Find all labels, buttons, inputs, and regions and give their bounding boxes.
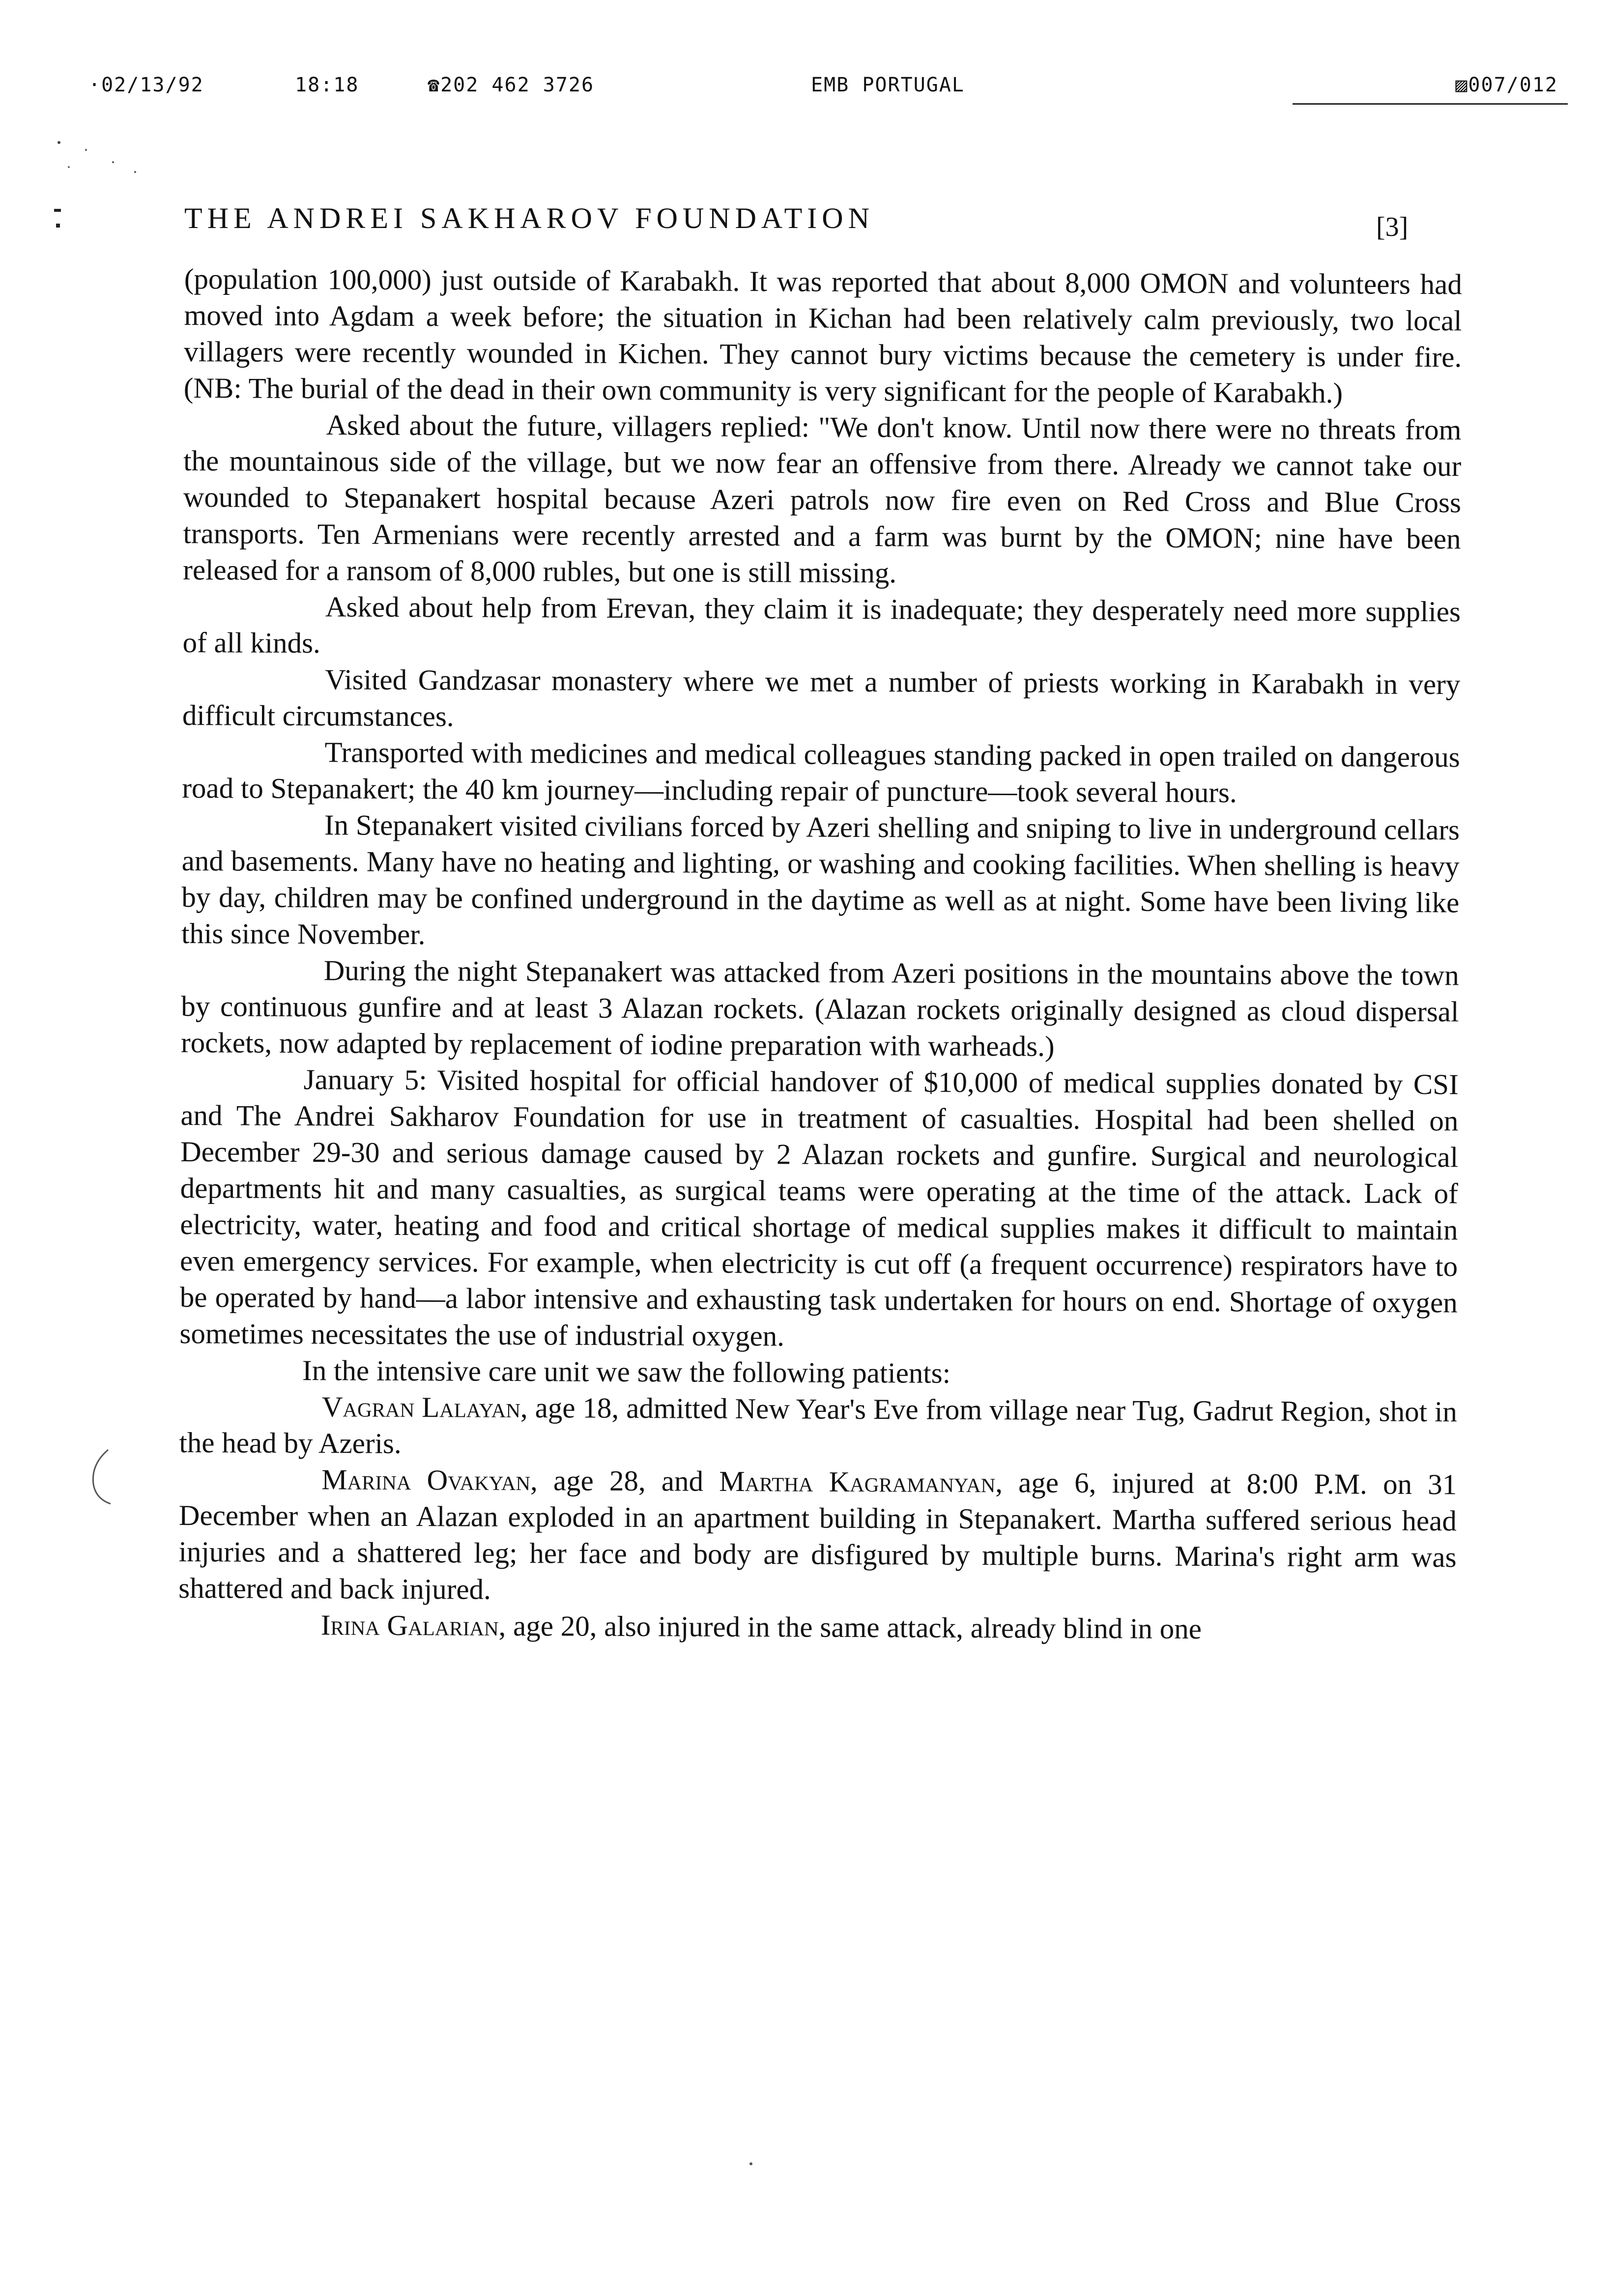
scan-specks [39,128,167,246]
paragraph: Asked about help from Erevan, they claim it is inadequate; they desperately need more supplies of all kinds. [182,590,1461,660]
fax-transmission-header [74,74,1563,103]
fax-header-rule [1293,103,1568,105]
paragraph: Asked about the future, villagers replied: "We don't know. Until now there were no threats from the mountainous side of the village, but we now fear an offensive from there. Already we cannot take our wounded to Stepanakert hospital because Azeri patrols now fire even on Red Cross and Blue Cross transports. Ten Armenians were recently arrested and a farm was burnt by the OMON; nine have been released for a ransom of 8,000 rubles, but one is still missing. [183,408,1462,589]
patient-entry [179,1388,1457,1466]
fax-date: ·02/13/92 [88,74,204,96]
paragraph: In Stepanakert visited civilians forced by Azeri shelling and sniping to live in underground cellars and basements. Many have no heating and lighting, or washing and cooking facilities. When shelling is heavy by day, children may be confined underground in the daytime as well as at night. Some have been living like this since November. [181,808,1460,951]
paragraph: In the intensive care unit we saw the following patients: [302,1354,951,1389]
patient-entry [178,1606,1456,1648]
paragraph: January 5: Visited hospital for official handover of $10,000 of medical supplies donated by CSI and The Andrei Sakharov Foundation for use in treatment of casualties. Hospital had been shelled on December 29-30 and serious damage caused by 2 Alazan rockets and gunfire. Surgical and neurological departments hit and many casualties, as surgical teams were operating at the time of the attack. Lack of electricity, water, heating and food and critical shortage of medical supplies makes it difficult to maintain even emergency services. For example, when electricity is cut off (a frequent occurrence) respirators have to be operated by hand—a labor intensive and exhausting task undertaken for hours on end. Shortage of oxygen sometimes necessitates the use of industrial oxygen. [179,1063,1459,1352]
patient-name: Marina Ovakyan [321,1463,531,1497]
paragraph: Transported with medicines and medical colleagues standing packed in open trailed on dangerous road to Stepanakert; the 40 km journey—including repair of puncture—took several hours. [182,736,1460,809]
paragraph: (population 100,000) just outside of Karabakh. It was reported that about 8,000 OMON and volunteers had moved into Agdam a week before; the situation in Kichan had been relatively calm previously, two local villagers were recently wounded in Kichen. They cannot bury victims because the cemetery is under fire. (NB: The burial of the dead in their own community is very significant for the people of Karabakh.) [183,262,1462,409]
patient-name: Irina Galarian [320,1608,499,1642]
fax-phone-number: ☎202 462 3726 [428,74,595,96]
paragraph: During the night Stepanakert was attacked from Azeri positions in the mountains above the town by continuous gunfire and at least 3 Alazan rockets. (Alazan rockets originally designed as cloud dispersal rockets, now adapted by replacement of iodine preparation with warheads.) [180,954,1459,1062]
patient-details: , age 6, injured at 8:00 P.M. on 31 December when an Alazan exploded in an apartment building in Stepanakert. Martha suffered serious head injuries and a shattered leg; her face and body are disfigured by multiple burns. Marina's right arm was shattered and back injured. [178,1466,1457,1606]
fax-page-counter: ▨007/012 [1455,74,1558,96]
letterhead-title: THE ANDREI SAKHAROV FOUNDATION [184,202,874,234]
document-body [178,260,1462,1648]
patient-name: Martha Kagramanyan [719,1464,996,1499]
page-number: [3] [1376,212,1409,242]
patient-details: , age 20, also injured in the same attack, already blind in one [498,1609,1202,1645]
paragraph: Visited Gandzasar monastery where we met a number of priests working in Karabakh in very difficult circumstances. [182,663,1461,733]
margin-mark [86,1445,115,1509]
scan-speck [749,2162,752,2165]
patient-details: , age 18, admitted New Year's Eve from village near Tug, Gadrut Region, shot in the head by Azeris. [179,1391,1457,1460]
patient-connector: , age 28, and [530,1464,720,1497]
patient-entry [178,1461,1457,1611]
patient-name: Vagran Lalayan [321,1390,521,1424]
fax-time: 18:18 [295,74,359,96]
fax-sender: EMB PORTUGAL [811,74,965,96]
